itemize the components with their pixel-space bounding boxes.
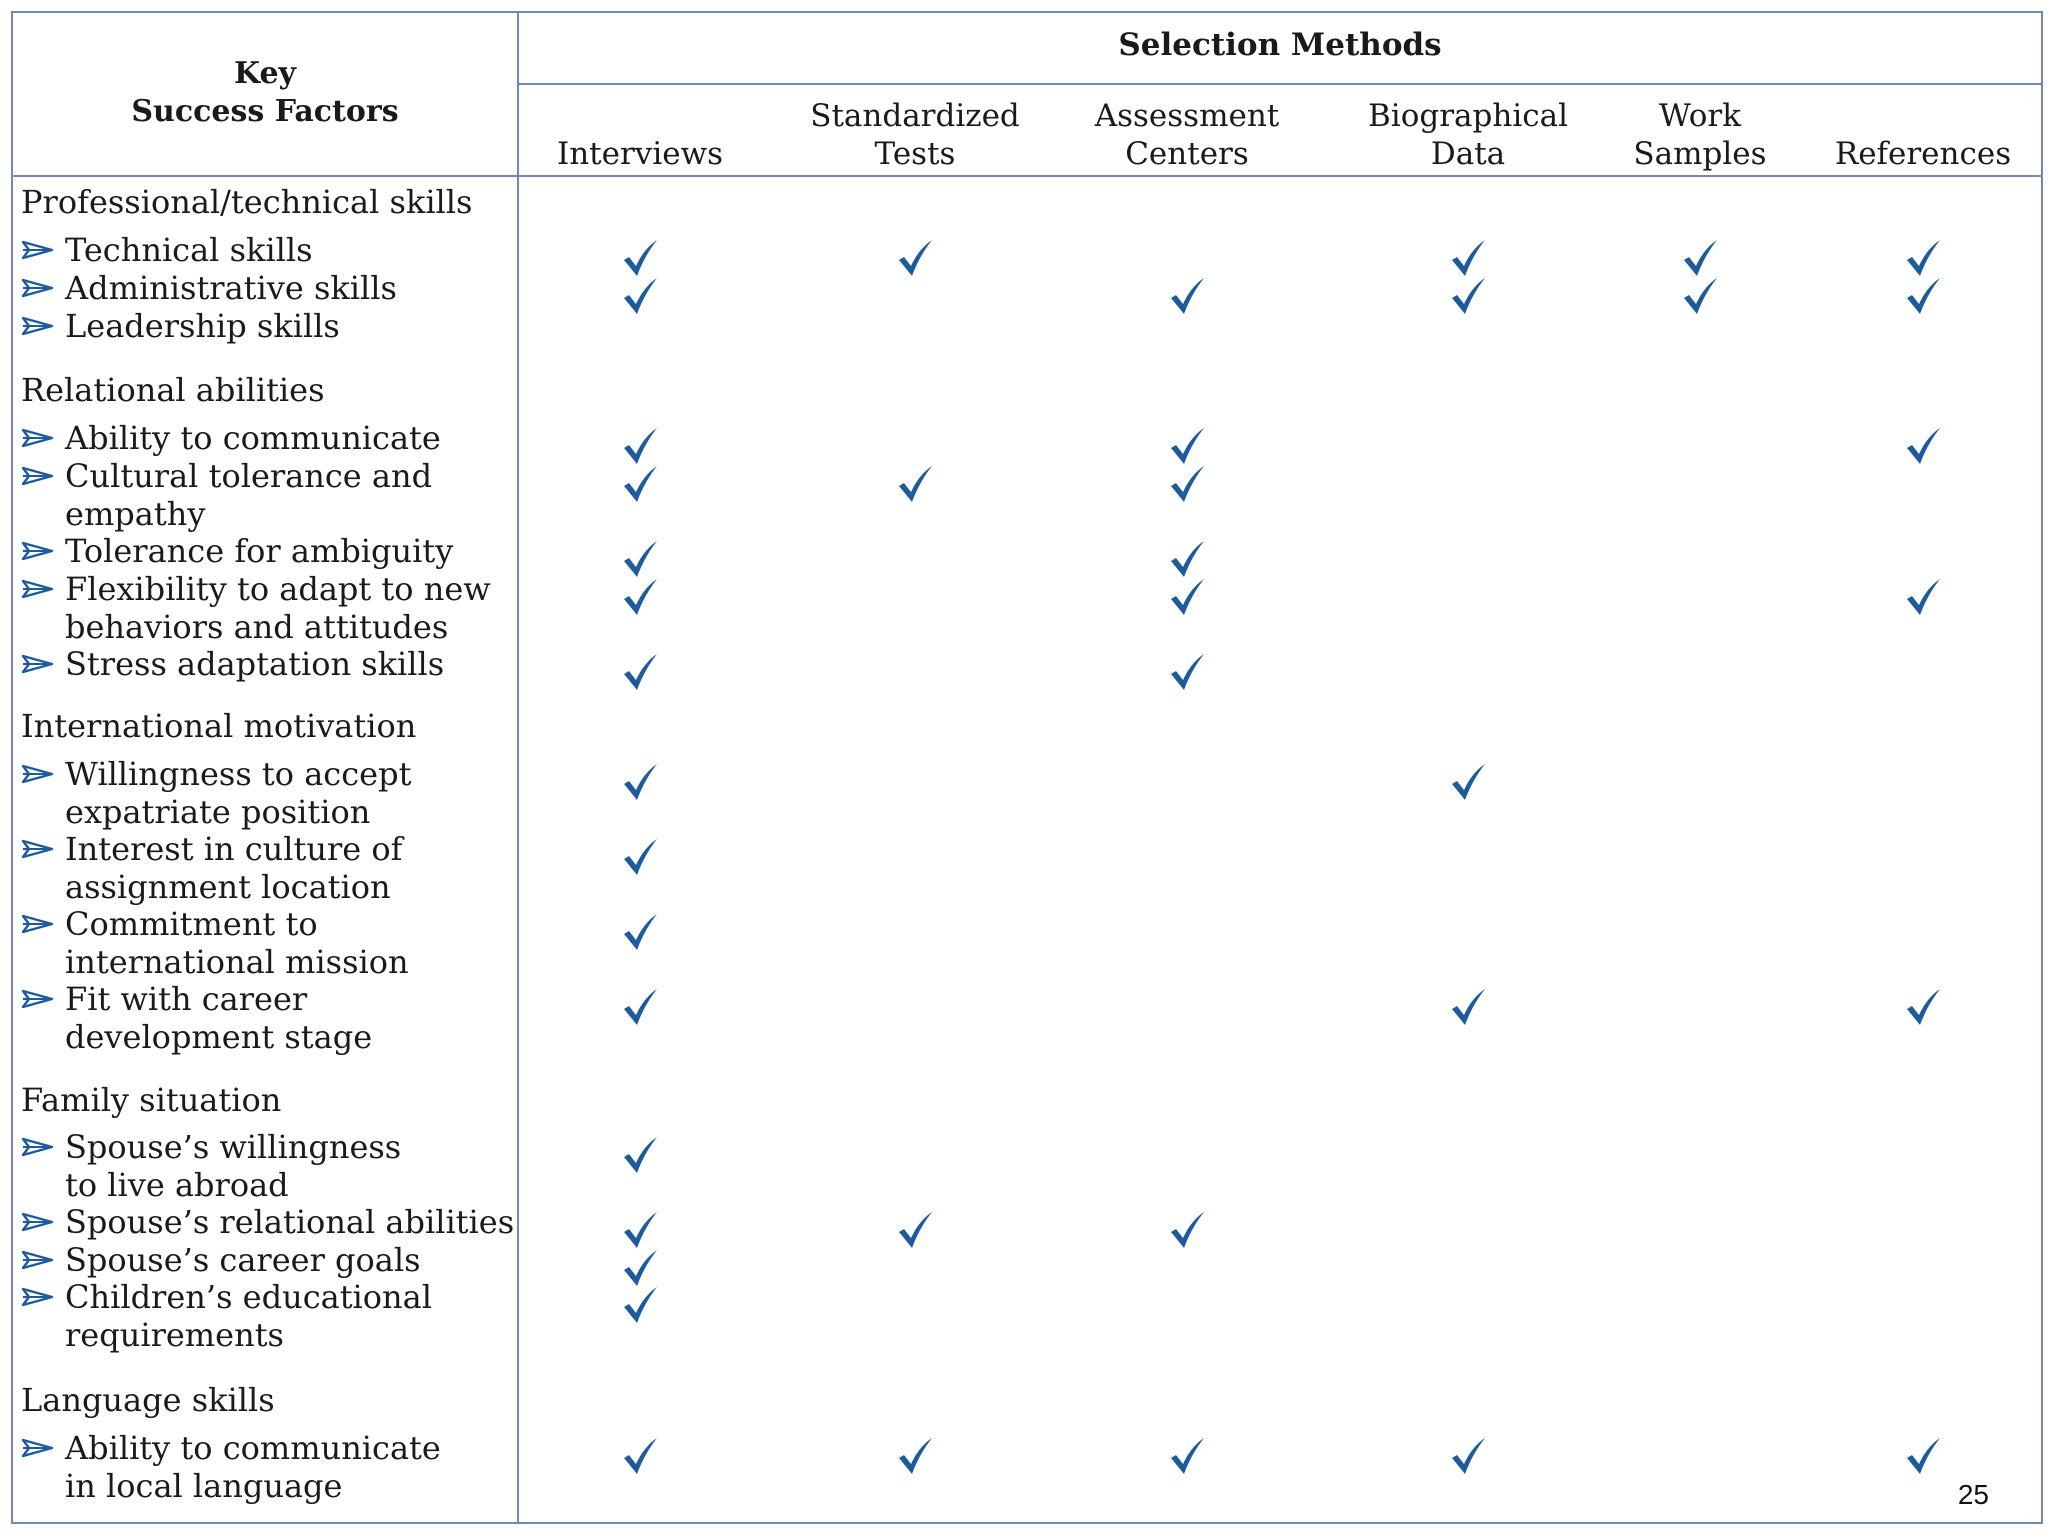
- factor-item-label: Ability to communicate in local language: [65, 1429, 441, 1505]
- checkmark-icon: [1167, 276, 1207, 316]
- checkmark-icon: [620, 837, 660, 877]
- factor-item-label: Spouse’s willingness to live abroad: [65, 1128, 402, 1204]
- checkmark-icon: [1680, 276, 1720, 316]
- checkmark-icon: [620, 912, 660, 952]
- selection-methods-table: [11, 11, 2043, 1524]
- column-header-assessment-centers: Assessment Centers: [1094, 98, 1280, 172]
- factor-item: [21, 905, 517, 981]
- factor-item: [21, 307, 517, 345]
- checkmark-icon: [620, 276, 660, 316]
- checkmark-icon: [1903, 238, 1943, 278]
- factor-item-label: Willingness to accept expatriate position: [65, 755, 412, 831]
- factor-item-label: Spouse’s relational abilities: [65, 1203, 515, 1241]
- factor-item-label: Flexibility to adapt to new behaviors and attitudes: [65, 570, 491, 646]
- pennant-arrow-icon: [21, 233, 55, 267]
- checkmark-icon: [1903, 426, 1943, 466]
- checkmark-icon: [895, 238, 935, 278]
- pennant-arrow-icon: [21, 1431, 55, 1465]
- page-number: 25: [1957, 1479, 1989, 1510]
- group-title: International motivation: [21, 707, 417, 745]
- group-title: Professional/technical skills: [21, 183, 473, 221]
- factor-item: [21, 1241, 517, 1279]
- factor-item: [21, 830, 517, 906]
- checkmark-icon: [620, 577, 660, 617]
- factor-item-label: Cultural tolerance and empathy: [65, 457, 433, 533]
- factor-item-label: Fit with career development stage: [65, 980, 373, 1056]
- checkmark-icon: [1448, 238, 1488, 278]
- factor-item: [21, 457, 517, 533]
- factor-item-label: Stress adaptation skills: [65, 645, 445, 683]
- factor-item-label: Ability to communicate: [65, 419, 441, 457]
- checkmark-icon: [620, 539, 660, 579]
- checkmark-icon: [1167, 426, 1207, 466]
- pennant-arrow-icon: [21, 534, 55, 568]
- group-title: Relational abilities: [21, 371, 325, 409]
- pennant-arrow-icon: [21, 647, 55, 681]
- checkmark-icon: [1903, 987, 1943, 1027]
- checkmark-icon: [895, 464, 935, 504]
- factor-item: [21, 645, 517, 683]
- checkmark-icon: [1167, 1436, 1207, 1476]
- checkmark-icon: [620, 1210, 660, 1250]
- group-title: Language skills: [21, 1381, 275, 1419]
- checkmark-icon: [1903, 577, 1943, 617]
- pennant-arrow-icon: [21, 309, 55, 343]
- factor-item: [21, 570, 517, 646]
- pennant-arrow-icon: [21, 832, 55, 866]
- group-title: Family situation: [21, 1081, 282, 1119]
- selection-methods-heading: Selection Methods: [1118, 27, 1442, 63]
- factor-item-label: Administrative skills: [65, 269, 397, 307]
- factor-item-label: Leadership skills: [65, 307, 340, 345]
- checkmark-icon: [620, 987, 660, 1027]
- factor-item-label: Interest in culture of assignment location: [65, 830, 403, 906]
- checkmark-icon: [1167, 652, 1207, 692]
- pennant-arrow-icon: [21, 421, 55, 455]
- factor-item: [21, 1128, 517, 1204]
- checkmark-icon: [620, 1135, 660, 1175]
- checkmark-icon: [1448, 762, 1488, 802]
- checkmark-icon: [620, 426, 660, 466]
- factor-item: [21, 231, 517, 269]
- factor-item: [21, 532, 517, 570]
- factor-item: [21, 1278, 517, 1354]
- pennant-arrow-icon: [21, 1243, 55, 1277]
- checkmark-icon: [620, 1248, 660, 1288]
- factor-item: [21, 269, 517, 307]
- pennant-arrow-icon: [21, 572, 55, 606]
- checkmark-icon: [620, 652, 660, 692]
- factor-item-label: Technical skills: [65, 231, 313, 269]
- checkmark-icon: [1680, 238, 1720, 278]
- factor-item: [21, 980, 517, 1056]
- column-header-standardized-tests: Standardized Tests: [810, 98, 1020, 172]
- checkmark-icon: [1903, 1436, 1943, 1476]
- column-header-biographical-data: Biographical Data: [1368, 98, 1568, 172]
- pennant-arrow-icon: [21, 982, 55, 1016]
- checkmark-icon: [620, 762, 660, 802]
- factor-item: [21, 419, 517, 457]
- pennant-arrow-icon: [21, 1130, 55, 1164]
- factor-item: [21, 1203, 517, 1241]
- key-success-factors-heading: Key Success Factors: [131, 56, 399, 129]
- pennant-arrow-icon: [21, 907, 55, 941]
- checkmark-icon: [895, 1436, 935, 1476]
- pennant-arrow-icon: [21, 757, 55, 791]
- header-divider: [517, 83, 2041, 85]
- checkmark-icon: [620, 1436, 660, 1476]
- checkmark-icon: [895, 1210, 935, 1250]
- factor-item-label: Commitment to international mission: [65, 905, 409, 981]
- pennant-arrow-icon: [21, 459, 55, 493]
- factor-item-label: Tolerance for ambiguity: [65, 532, 454, 570]
- factor-item-label: Spouse’s career goals: [65, 1241, 421, 1279]
- checkmark-icon: [1448, 1436, 1488, 1476]
- checkmark-icon: [1167, 539, 1207, 579]
- checkmark-icon: [1903, 276, 1943, 316]
- pennant-arrow-icon: [21, 1280, 55, 1314]
- header-bottom-border: [13, 175, 2041, 177]
- pennant-arrow-icon: [21, 1205, 55, 1239]
- checkmark-icon: [1167, 464, 1207, 504]
- column-header-interviews: Interviews: [556, 136, 724, 172]
- pennant-arrow-icon: [21, 271, 55, 305]
- column-header-work-samples: Work Samples: [1633, 98, 1767, 172]
- checkmark-icon: [1167, 577, 1207, 617]
- checkmark-icon: [1448, 987, 1488, 1027]
- checkmark-icon: [1448, 276, 1488, 316]
- factor-item-label: Children’s educational requirements: [65, 1278, 432, 1354]
- factor-item: [21, 1429, 517, 1505]
- checkmark-icon: [1167, 1210, 1207, 1250]
- column-divider: [517, 13, 519, 1522]
- checkmark-icon: [620, 1285, 660, 1325]
- column-header-references: References: [1834, 136, 2012, 172]
- checkmark-icon: [620, 464, 660, 504]
- checkmark-icon: [620, 238, 660, 278]
- factor-item: [21, 755, 517, 831]
